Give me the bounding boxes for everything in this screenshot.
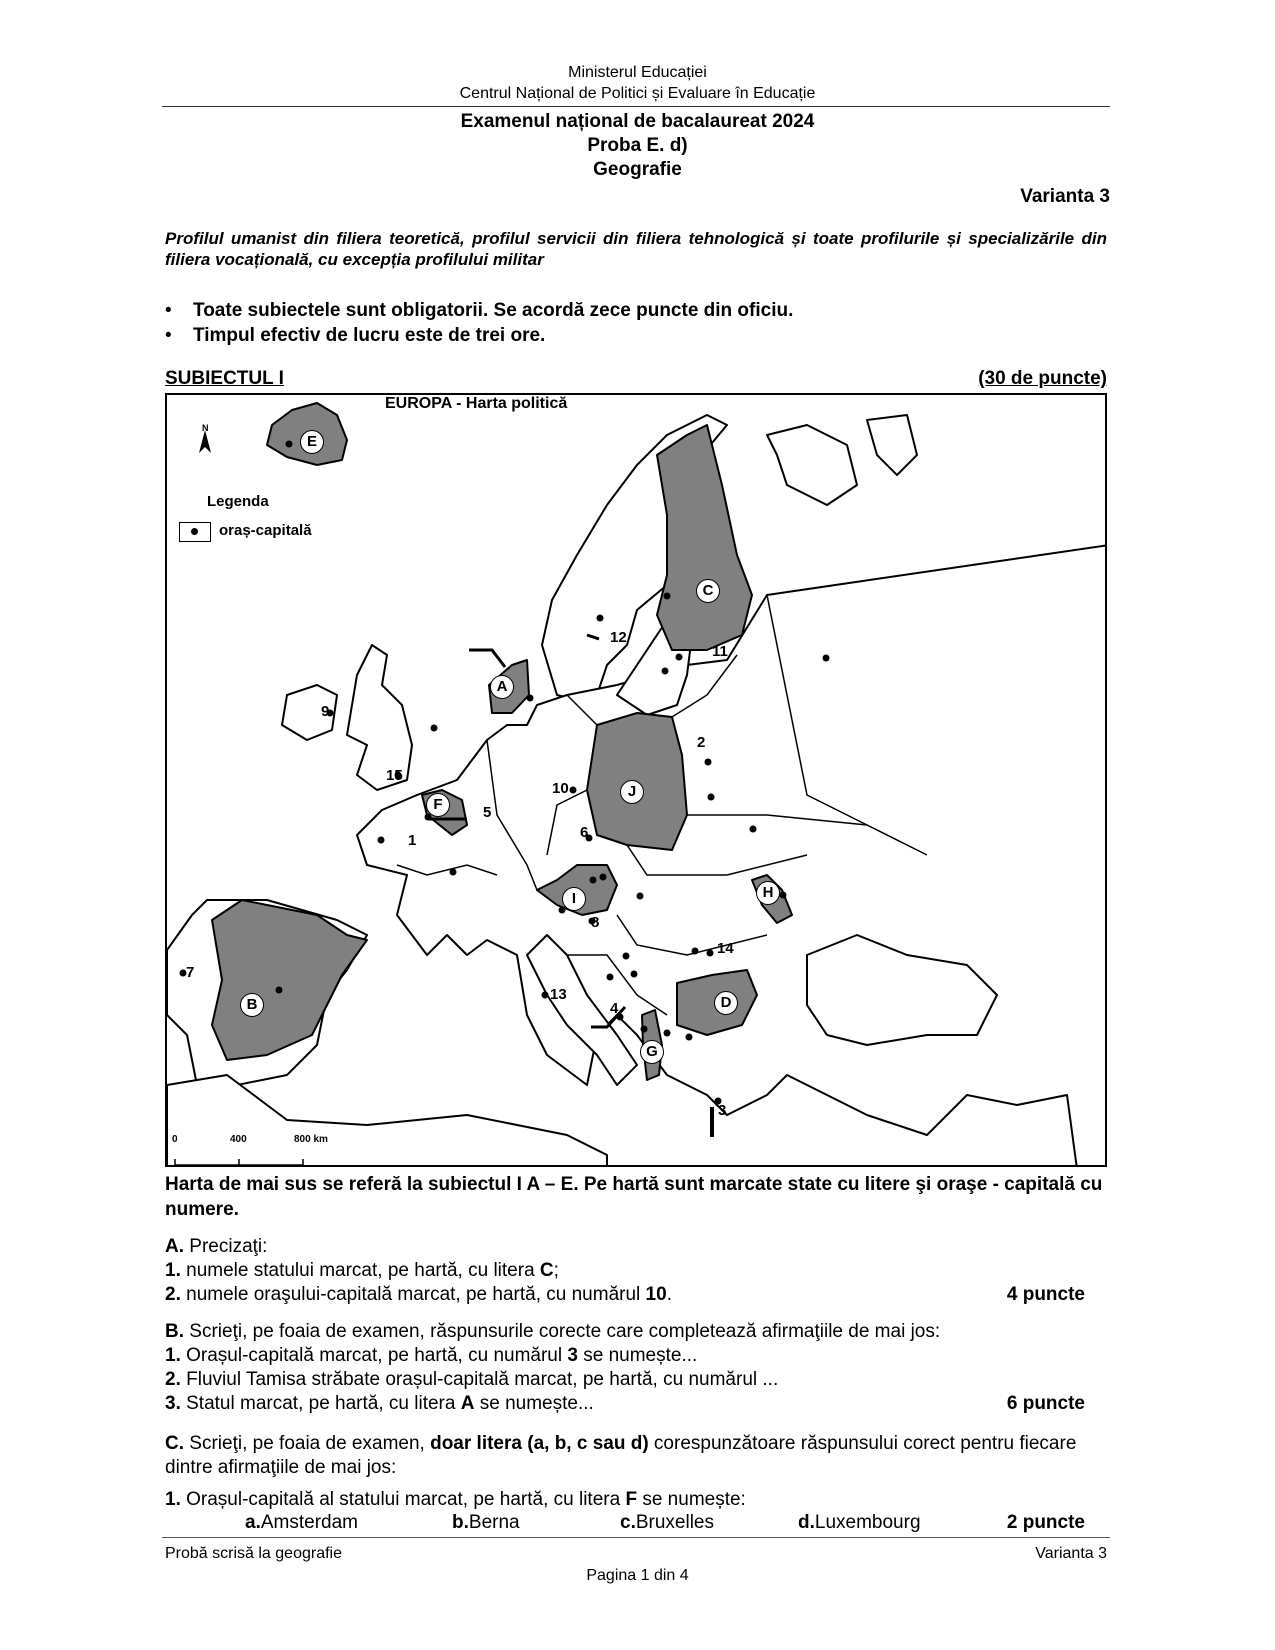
state-letter-label: B xyxy=(240,993,264,1017)
capital-number-label: 3 xyxy=(718,1102,727,1119)
subject-title: Geografie xyxy=(593,159,682,180)
option-text: Luxembourg xyxy=(814,1512,921,1533)
footer-divider xyxy=(162,1537,1110,1538)
capital-number-label: 10 xyxy=(552,780,569,797)
item-key: 3 xyxy=(567,1345,578,1366)
capital-number-label: 8 xyxy=(591,914,600,931)
item-text: Orașul-capitală marcat, pe hartă, cu numărul xyxy=(180,1345,568,1366)
option-text: Amsterdam xyxy=(260,1512,358,1533)
footer-left: Probă scrisă la geografie xyxy=(165,1545,342,1562)
option-key: a. xyxy=(245,1512,261,1533)
state-letter-label: I xyxy=(562,887,586,911)
state-letter-label: E xyxy=(300,430,324,454)
question-c-text-end: corespunzătoare răspunsului corect pentru fiecare dintre afirmaţiile de mai jos: xyxy=(165,1433,1077,1478)
option-text: Berna xyxy=(468,1512,520,1533)
option-key: d. xyxy=(798,1512,815,1533)
capital-dot-icon xyxy=(780,892,787,899)
item-text-end: se numește... xyxy=(577,1345,698,1366)
section-points: (30 de puncte) xyxy=(978,368,1107,389)
question-c-emphasis: doar litera (a, b, c sau d) xyxy=(430,1433,649,1454)
capital-number-label: 11 xyxy=(712,643,728,660)
header-divider xyxy=(162,106,1110,107)
capital-dot-icon xyxy=(559,907,566,914)
capital-dot-icon xyxy=(570,787,577,794)
question-b-item-3 xyxy=(165,1392,1107,1416)
item-key: F xyxy=(625,1489,638,1510)
capital-number-label: 4 xyxy=(610,1000,619,1017)
capital-dot-icon xyxy=(191,528,198,535)
capital-dot-icon xyxy=(590,877,597,884)
option-key: b. xyxy=(452,1512,469,1533)
scale-tick-800: 800 km xyxy=(294,1134,328,1145)
capital-dot-icon xyxy=(286,441,293,448)
option-text: Bruxelles xyxy=(635,1512,715,1533)
item-text: numele oraşului-capitală marcat, pe hartă, cu numărul xyxy=(180,1284,646,1305)
north-label: N xyxy=(202,423,209,433)
capital-dot-icon xyxy=(705,759,712,766)
question-c-text: Scrieţi, pe foaia de examen, xyxy=(184,1433,431,1454)
item-text-end: se numește: xyxy=(637,1489,746,1510)
capital-number-label: 9 xyxy=(321,703,330,720)
map-caption: Harta de mai sus se referă la subiectul I A – E. Pe hartă sunt marcate state cu litere şi oraşe - capitală cu numere. xyxy=(165,1174,1103,1220)
legend-capital-label: oraș-capitală xyxy=(219,522,312,539)
question-b-item-1 xyxy=(165,1344,1107,1368)
item-key: A xyxy=(460,1393,475,1414)
question-a-letter: A. xyxy=(165,1236,184,1257)
state-letter-label: H xyxy=(756,881,780,905)
capital-dot-icon xyxy=(600,874,607,881)
state-letter-label: G xyxy=(640,1040,664,1064)
capital-number-label: 13 xyxy=(550,986,567,1003)
capital-number-label: 2 xyxy=(697,734,706,751)
capital-dot-icon xyxy=(378,837,385,844)
question-a-intro xyxy=(165,1235,1107,1259)
proba-title: Proba E. d) xyxy=(587,135,688,156)
question-a-item-1 xyxy=(165,1259,1107,1283)
capital-dot-icon xyxy=(527,695,534,702)
item-text: numele statului marcat, pe hartă, cu litera xyxy=(180,1260,540,1281)
item-text-end: ; xyxy=(553,1260,559,1281)
question-a-text: Precizaţi: xyxy=(184,1236,268,1257)
capital-number-label: 14 xyxy=(717,940,734,957)
map-title: EUROPA - Harta politică xyxy=(385,395,568,412)
capital-number-label: 12 xyxy=(610,629,627,646)
capital-number-label: 1 xyxy=(408,832,417,849)
item-number: 1. xyxy=(165,1345,181,1366)
item-number: 1. xyxy=(165,1260,181,1281)
item-number: 2. xyxy=(165,1369,181,1390)
scale-tick-0: 0 xyxy=(172,1134,178,1145)
state-letter-label: F xyxy=(426,793,450,817)
page-number: Pagina 1 din 4 xyxy=(586,1567,689,1584)
capital-dot-icon xyxy=(641,1026,648,1033)
instruction-item: • Toate subiectele sunt obligatorii. Se acordă zece puncte din oficiu. xyxy=(165,298,1107,323)
ministry-name: Ministerul Educației xyxy=(568,64,707,81)
question-b-points: 6 puncte xyxy=(1006,1393,1085,1414)
capital-dot-icon xyxy=(676,654,683,661)
capital-number-label: 7 xyxy=(186,964,195,981)
item-text-end: se numește... xyxy=(474,1393,594,1414)
variant-label: Varianta 3 xyxy=(1020,186,1110,207)
section-title: SUBIECTUL I xyxy=(165,368,284,389)
capital-dot-icon xyxy=(607,974,614,981)
state-letter-label: D xyxy=(714,991,738,1015)
instructions-list xyxy=(165,298,1107,348)
item-text-end: . xyxy=(666,1284,672,1305)
option-key: c. xyxy=(620,1512,636,1533)
capital-dot-icon xyxy=(664,1030,671,1037)
capital-dot-icon xyxy=(692,948,699,955)
item-number: 3. xyxy=(165,1393,181,1414)
capital-dot-icon xyxy=(631,971,638,978)
capital-dot-icon xyxy=(823,655,830,662)
question-a-points: 4 puncte xyxy=(1006,1284,1085,1305)
capital-dot-icon xyxy=(450,869,457,876)
europe-political-map xyxy=(165,393,1107,1167)
capital-dot-icon xyxy=(431,725,438,732)
scale-tick-400: 400 xyxy=(230,1134,247,1145)
item-number: 1. xyxy=(165,1489,181,1510)
capital-dot-icon xyxy=(542,992,549,999)
capital-dot-icon xyxy=(597,615,604,622)
exam-title: Examenul național de bacalaureat 2024 xyxy=(460,111,815,132)
option-b xyxy=(452,1512,520,1534)
legend-capital-symbol xyxy=(179,522,211,542)
question-c-points: 2 puncte xyxy=(1006,1512,1085,1533)
item-text: Orașul-capitală al statului marcat, pe hartă, cu litera xyxy=(180,1489,626,1510)
item-text: Statul marcat, pe hartă, cu litera xyxy=(180,1393,461,1414)
state-letter-label: C xyxy=(696,579,720,603)
instruction-item: • Timpul efectiv de lucru este de trei ore. xyxy=(165,323,1107,348)
question-a-item-2 xyxy=(165,1283,1107,1307)
question-c-letter: C. xyxy=(165,1433,184,1454)
north-arrow xyxy=(199,430,211,453)
legend-title: Legenda xyxy=(207,493,269,510)
capital-dot-icon xyxy=(662,668,669,675)
capital-dot-icon xyxy=(623,953,630,960)
item-number: 2. xyxy=(165,1284,181,1305)
capital-number-label: 6 xyxy=(580,824,589,841)
capital-dot-icon xyxy=(276,987,283,994)
footer-variant: Varianta 3 xyxy=(1035,1545,1107,1562)
capital-number-label: 15 xyxy=(386,767,403,784)
capital-dot-icon xyxy=(686,1034,693,1041)
center-name: Centrul Național de Politici și Evaluare în Educație xyxy=(459,85,816,102)
state-letter-label: A xyxy=(490,675,514,699)
capital-dot-icon xyxy=(750,826,757,833)
question-b-letter: B. xyxy=(165,1321,184,1342)
option-d xyxy=(798,1512,921,1534)
capital-number-label: 5 xyxy=(483,804,492,821)
question-c-item-1 xyxy=(165,1488,1107,1512)
capital-dot-icon xyxy=(637,893,644,900)
item-key: C xyxy=(539,1260,554,1281)
capital-dot-icon xyxy=(708,794,715,801)
item-key: 10 xyxy=(645,1284,667,1305)
question-b-intro xyxy=(165,1320,1107,1344)
profile-description: Profilul umanist din filiera teoretică, profilul servicii din filiera tehnologică și toate profilurile și specializările din filiera vocațională, cu excepția profilului militar xyxy=(165,229,1107,269)
capital-dot-icon xyxy=(664,593,671,600)
item-text: Fluviul Tamisa străbate orașul-capitală marcat, pe hartă, cu numărul ... xyxy=(180,1369,779,1390)
option-a xyxy=(245,1512,358,1534)
option-c xyxy=(620,1512,715,1534)
question-b-text: Scrieţi, pe foaia de examen, răspunsurile corecte care completează afirmaţiile de mai jos: xyxy=(184,1321,941,1342)
capital-dot-icon xyxy=(707,950,714,957)
question-c-intro xyxy=(165,1432,1107,1480)
state-letter-label: J xyxy=(620,780,644,804)
question-b-item-2 xyxy=(165,1368,1107,1392)
